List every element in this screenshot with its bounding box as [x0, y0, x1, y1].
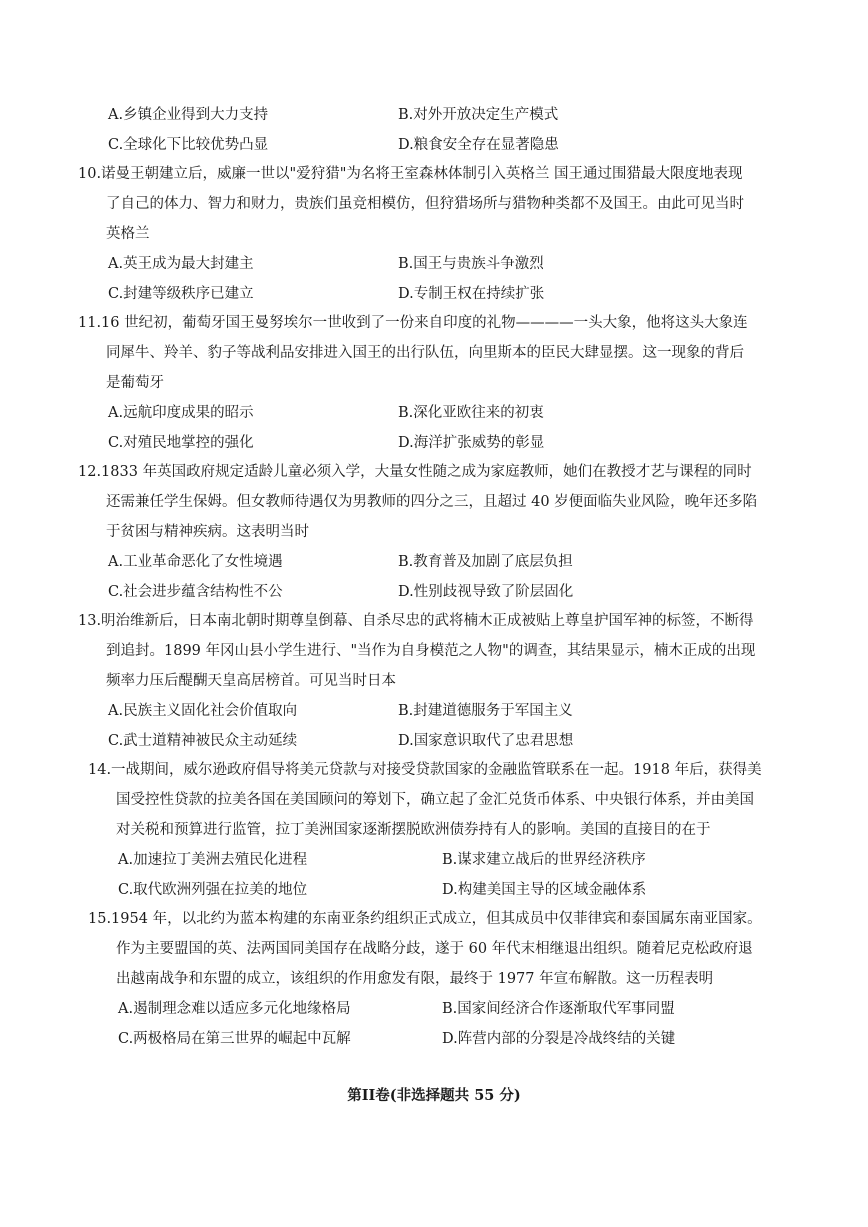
q13-stem-line-3: 频率力压后醍醐天皇高居榜首。可见当时日本 — [106, 673, 396, 689]
q14-option-b: B.谋求建立战后的世界经济秩序 — [442, 852, 646, 868]
q11-option-d: D.海洋扩张威势的彰显 — [398, 435, 545, 451]
q12-stem-line-3: 于贫困与精神疾病。这表明当时 — [106, 524, 309, 540]
q10-option-d: D.专制王权在持续扩张 — [398, 286, 545, 302]
q9-option-c: C.全球化下比较优势凸显 — [108, 137, 269, 153]
q14-option-a: A.加速拉丁美洲去殖民化进程 — [118, 852, 308, 868]
q14-stem-line-2: 国受控性贷款的拉美各国在美国顾问的筹划下，确立起了金汇兑货币体系、中央银行体系，并由美国 — [116, 792, 754, 808]
q15-stem-line-1: 15.1954 年，以北约为蓝本构建的东南亚条约组织正式成立，但其成员中仅菲律宾和泰国属东南亚国家。 — [88, 911, 762, 927]
q13-option-c: C.武士道精神被民众主动延续 — [108, 733, 298, 749]
q13-option-d: D.国家意识取代了忠君思想 — [398, 733, 574, 749]
q11-stem-line-2: 同犀牛、羚羊、豹子等战利品安排进入国王的出行队伍，向里斯本的臣民大肆显摆。这一现象的背后 — [106, 345, 744, 361]
q12-option-a: A.工业革命恶化了女性境遇 — [108, 554, 283, 570]
q15-stem-line-3: 出越南战争和东盟的成立，该组织的作用愈发有限，最终于 1977 年宣布解散。这一历程表明 — [116, 971, 714, 987]
q13-option-b: B.封建道德服务于军国主义 — [398, 703, 573, 719]
q11-option-b: B.深化亚欧往来的初衷 — [398, 405, 544, 421]
q10-option-b: B.国王与贵族斗争激烈 — [398, 256, 544, 272]
q15-option-b: B.国家间经济合作逐渐取代军事同盟 — [442, 1001, 675, 1017]
q9-option-d: D.粮食安全存在显著隐患 — [398, 137, 559, 153]
q9-option-a: A.乡镇企业得到大力支持 — [108, 107, 269, 123]
q12-option-b: B.教育普及加剧了底层负担 — [398, 554, 573, 570]
q11-stem-line-1: 11.16 世纪初，葡萄牙国王曼努埃尔一世收到了一份来自印度的礼物————一头大象，他将这头大象连 — [78, 315, 748, 331]
q12-stem-line-1: 12.1833 年英国政府规定适龄儿童必须入学，大量女性随之成为家庭教师，她们在教授才艺与课程的同时 — [78, 464, 752, 480]
q10-stem-line-3: 英格兰 — [106, 226, 150, 242]
q9-option-b: B.对外开放决定生产模式 — [398, 107, 559, 123]
q13-stem-line-2: 到追封。1899 年冈山县小学生进行、"当作为自身模范之人物"的调查，其结果显示，楠木正成的出现 — [106, 643, 756, 659]
q10-stem-line-2: 了自己的体力、智力和财力，贵族们虽竞相模仿，但狩猎场所与猎物种类都不及国王。由此可见当时 — [106, 196, 744, 212]
q10-option-c: C.封建等级秩序已建立 — [108, 286, 254, 302]
q10-option-a: A.英王成为最大封建主 — [108, 256, 254, 272]
q14-option-d: D.构建美国主导的区域金融体系 — [442, 882, 647, 898]
q13-stem-line-1: 13.明治维新后，日本南北朝时期尊皇倒幕、自杀尽忠的武将楠木正成被贴上尊皇护国军神的标签，不断得 — [78, 613, 754, 629]
q10-stem-line-1: 10.诺曼王朝建立后，威廉一世以"爱狩猎"为名将王室森林体制引入英格兰 国王通过围猎最大限度地表现 — [78, 166, 743, 182]
q11-stem-line-3: 是葡萄牙 — [106, 375, 164, 391]
q14-stem-line-1: 14.一战期间，威尔逊政府倡导将美元贷款与对接受贷款国家的金融监管联系在一起。1918 年后，获得美 — [88, 762, 762, 778]
q14-option-c: C.取代欧洲列强在拉美的地位 — [118, 882, 308, 898]
q13-option-a: A.民族主义固化社会价值取向 — [108, 703, 298, 719]
section-title: 第II卷(非选择题共 55 分) — [347, 1087, 521, 1104]
q15-option-a: A.遏制理念难以适应多元化地缘格局 — [118, 1001, 351, 1017]
q11-option-c: C.对殖民地掌控的强化 — [108, 435, 254, 451]
q15-stem-line-2: 作为主要盟国的英、法两国同美国存在战略分歧，遂于 60 年代末相继退出组织。随着尼克松政府退 — [116, 941, 753, 957]
q15-option-d: D.阵营内部的分裂是冷战终结的关键 — [442, 1031, 676, 1047]
q11-option-a: A.远航印度成果的昭示 — [108, 405, 254, 421]
q12-stem-line-2: 还需兼任学生保姆。但女教师待遇仅为男教师的四分之三，且超过 40 岁便面临失业风险，晚年还多陷 — [106, 494, 758, 510]
q14-stem-line-3: 对关税和预算进行监管，拉丁美洲国家逐渐摆脱欧洲债券持有人的影响。美国的直接目的在于 — [116, 822, 711, 838]
q12-option-c: C.社会进步蕴含结构性不公 — [108, 584, 283, 600]
q12-option-d: D.性别歧视导致了阶层固化 — [398, 584, 574, 600]
q15-option-c: C.两极格局在第三世界的崛起中瓦解 — [118, 1031, 351, 1047]
